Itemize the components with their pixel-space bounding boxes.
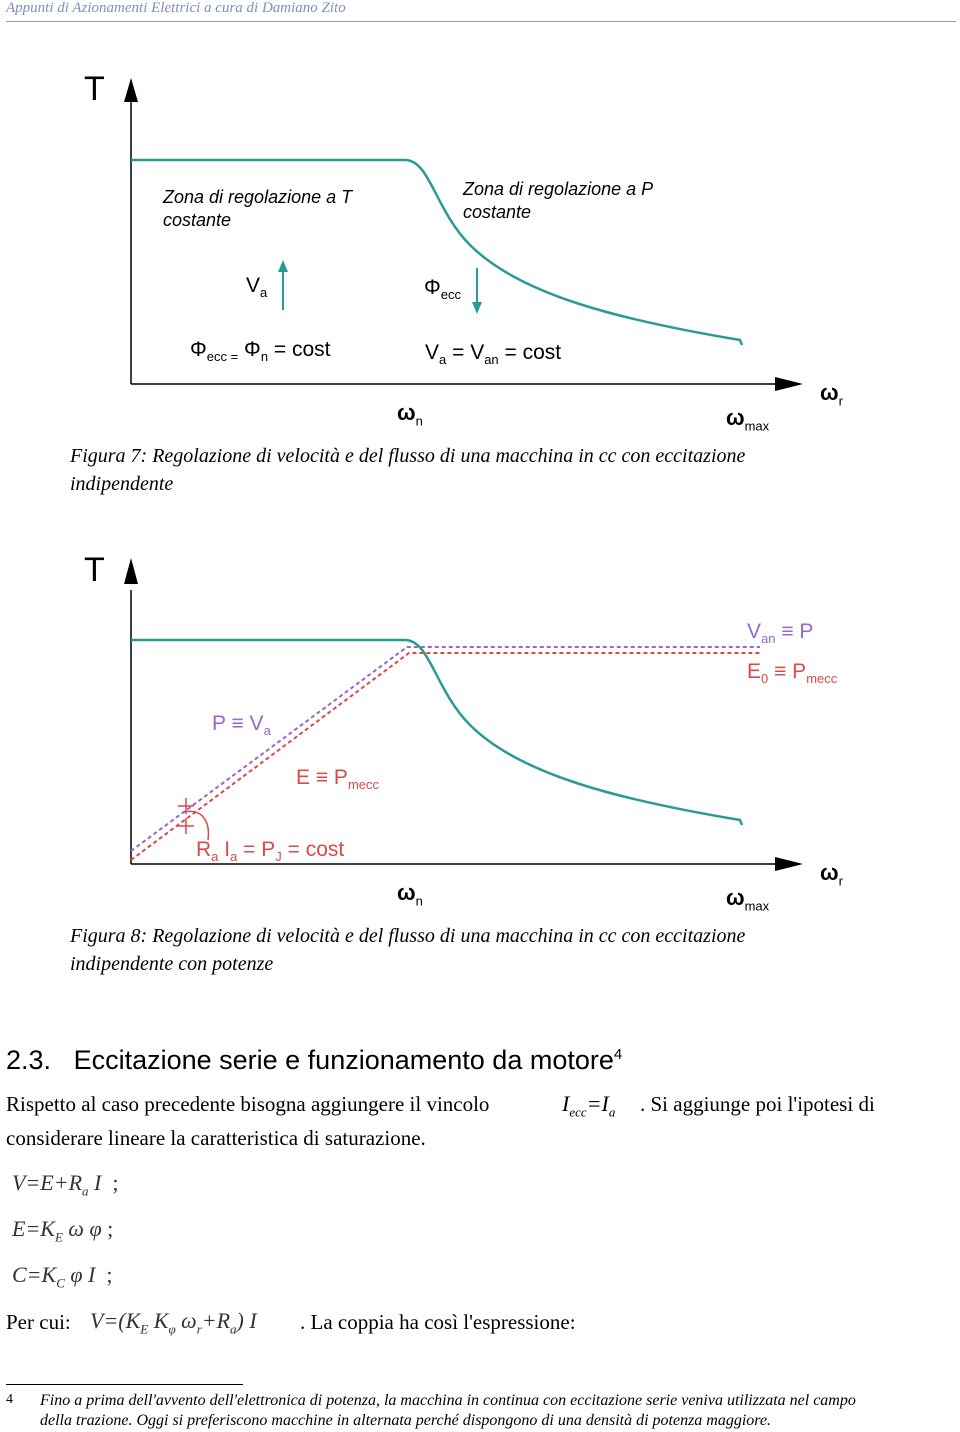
figure-8-caption: Figura 8: Regolazione di velocità e del flusso di una macchina in cc con eccitazione indipendente con potenze [70,925,746,975]
footnote-number: 4 [6,1392,13,1407]
x-axis-arrow [775,377,803,391]
section-heading: 2.3. Eccitazione serie e funzionamento da motore$^4$ [6,1045,623,1075]
p-va-line [131,647,760,851]
page-header: Appunti di Azionamenti Elettrici a cura di Damiano Zito [6,0,346,16]
p-va-label: $P \equiv V_a$ [212,712,271,739]
fig7-omega-r: $\omega_r$ [820,380,843,409]
y-axis-arrow [124,558,138,584]
va-label: $V_a$ [246,274,268,301]
e0-pmecc-label: $E_0 \equiv P_{mecc}$ [747,660,838,687]
footnote-text: Fino a prima dell'avvento dell'elettronica di potenza, la macchina in continua con eccitazione serie veniva utilizzata nel campo della trazione. Oggi si preferiscono macchine in alternata perché dispongono di una densità di potenza maggiore. [40,1392,856,1429]
raia-label: $R_a$ $I_a = P_J = \cos t$ [196,838,345,865]
eq-voltage: $V=E+R_a$ I ; [12,1170,119,1199]
van-p-label: $V_{an} \equiv P$ [747,620,814,647]
para-1-end: . Si aggiunge poi l'ipotesi di [640,1092,875,1116]
fig8-omega-max: $\omega_{max}$ [726,885,770,914]
per-cui-label: Per cui: [6,1310,71,1334]
para-2: considerare lineare la caratteristica di saturazione. [6,1126,426,1150]
eq-torque: $C=K_C$ φ I ; [12,1262,113,1291]
constraint-equation: $I_{ecc}=I_a$ [562,1091,616,1120]
phi-ecc-label: $\Phi_{ecc}$ [424,276,461,303]
fig7-omega-n: $\omega_n$ [397,400,423,429]
eq-emf: $E=K_E$ ω φ ; [12,1216,114,1245]
fig8-omega-n: $\omega_n$ [397,880,423,909]
y-axis-arrow [124,78,138,102]
zone-t-text: Zona di regolazione a T costante [163,187,353,230]
fig8-omega-r: $\omega_r$ [820,860,843,889]
figure-7-caption: Figura 7: Regolazione di velocità e del flusso di una macchina in cc con eccitazione indipendente [70,445,746,495]
para-1-start: Rispetto al caso precedente bisogna aggiungere il vincolo [6,1092,490,1116]
e-pmecc-label: $E \equiv P_{mecc}$ [296,766,379,793]
eq-per-cui: $V=(K_E$ $K_\varphi$ $\omega_r+R_a$) I [90,1308,257,1337]
right-eq: $V_a = V_{an} = \cos t$ [425,341,562,368]
fig7-omega-max: $\omega_{max}$ [726,405,770,434]
zone-p-text: Zona di regolazione a P costante [463,179,654,222]
e-pmecc-line [131,653,760,865]
figure-8-plot [0,540,960,920]
coppia-text: . La coppia ha così l'espressione: [300,1310,576,1334]
footnote-rule [6,1384,243,1385]
va-up-arrow-head [278,260,288,272]
phi-down-arrow-head [472,302,482,314]
x-axis-arrow [775,857,803,871]
left-eq: $\Phi_{ecc =}$ $\Phi_n = \cos t$ [190,338,331,365]
fig7-t-label: T [84,70,105,108]
fig8-t-label: T [84,551,105,589]
